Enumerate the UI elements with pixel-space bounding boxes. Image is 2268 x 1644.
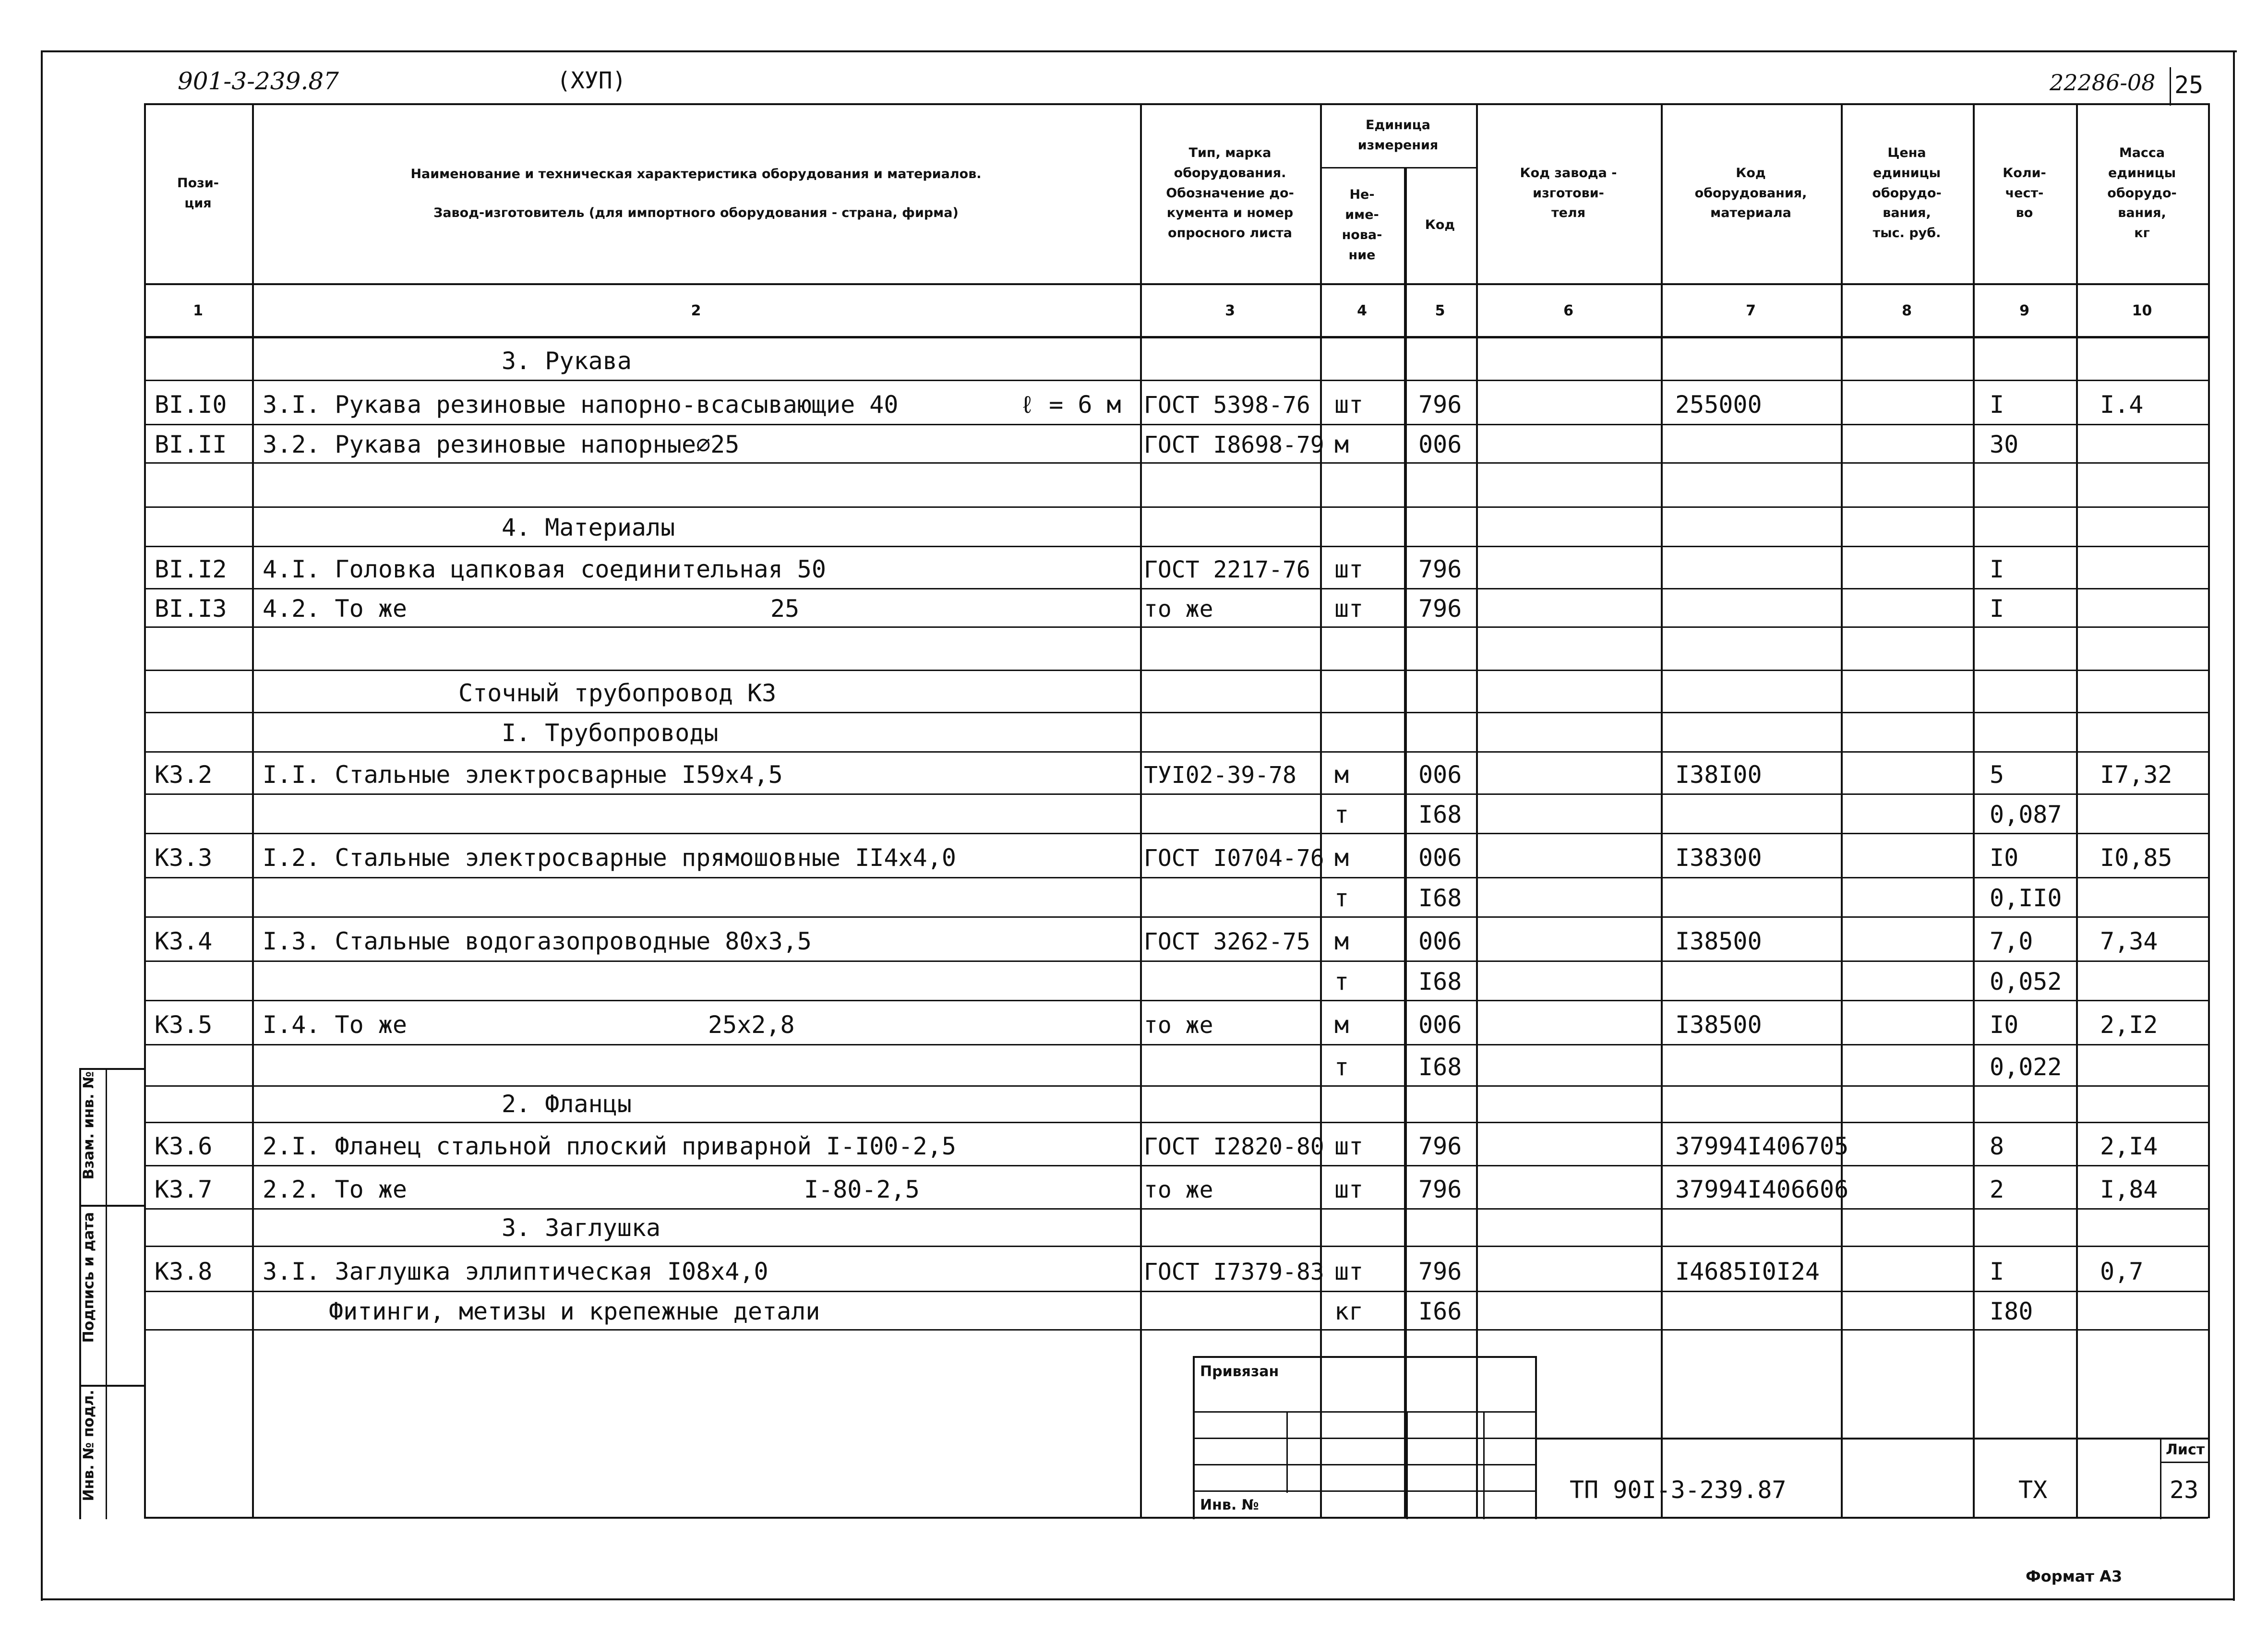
unit-code: I68 — [1418, 968, 1462, 996]
item-name: 4.2. То же — [263, 595, 408, 623]
section-title: 3. Заглушка — [502, 1214, 661, 1242]
stamp-grid-v3 — [1483, 1411, 1485, 1519]
position-code: BI.I0 — [155, 391, 227, 419]
unit-mass: 2,I2 — [2100, 1011, 2158, 1039]
item-name: 3.I. Заглушка эллиптическая I08х4,0 — [263, 1258, 768, 1285]
document-code: ГОСТ I8698-79 — [1144, 432, 1324, 458]
quantity: 0,087 — [1990, 801, 2062, 828]
quantity: I0 — [1990, 1011, 2019, 1039]
column-header-7: Код оборудования, материала — [1694, 165, 1807, 221]
item-name: I.I. Стальные электросварные I59х4,5 — [263, 761, 783, 789]
column-number-3: 3 — [1225, 302, 1235, 319]
document-code: ТУI02-39-78 — [1144, 762, 1296, 789]
quantity: 5 — [1990, 761, 2004, 789]
document-code: ГОСТ 2217-76 — [1144, 556, 1310, 583]
side-strip-mid — [106, 1068, 107, 1519]
quantity: 0,022 — [1990, 1053, 2062, 1081]
material-code: I38300 — [1675, 844, 1762, 872]
table-row — [144, 381, 2208, 425]
table-row — [144, 627, 2208, 671]
format-label: Формат А3 — [2026, 1567, 2123, 1585]
unit-name: шт — [1334, 1132, 1364, 1160]
table-right-line — [2208, 103, 2210, 1518]
table-row — [144, 425, 2208, 463]
section-code: (ХУП) — [557, 67, 626, 94]
unit-name: кг — [1334, 1297, 1364, 1325]
table-row — [144, 463, 2208, 507]
table-row — [144, 1123, 2208, 1166]
section-title: I. Трубопроводы — [502, 719, 719, 747]
column-header-4: Не- име- нова- ние — [1342, 187, 1382, 263]
side-label-sign-date: Подпись и дата — [80, 1212, 97, 1343]
unit-code: I66 — [1418, 1297, 1462, 1325]
unit-code: I68 — [1418, 1053, 1462, 1081]
side-label-replace: Взам. инв. № — [80, 1071, 97, 1180]
unit-group-header: Единица измерения — [1357, 117, 1439, 153]
unit-name: м — [1334, 1011, 1349, 1039]
quantity: I80 — [1990, 1297, 2033, 1325]
doc-code-left: 901-3-239.87 — [178, 67, 339, 95]
material-code: 255000 — [1675, 391, 1762, 419]
unit-code: 006 — [1418, 431, 1462, 458]
unit-mass: 0,7 — [2100, 1258, 2144, 1285]
unit-code: 796 — [1418, 595, 1462, 623]
item-name: I.2. Стальные электросварные прямошовные II4х4,0 — [263, 844, 956, 872]
column-header-1: Пози- ция — [177, 175, 219, 211]
table-row — [144, 547, 2208, 589]
table-bottom-line — [144, 1517, 2208, 1519]
position-code: К3.4 — [155, 927, 213, 955]
unit-code: 796 — [1418, 1176, 1462, 1203]
position-code: BI.II — [155, 431, 227, 458]
unit-name: м — [1334, 431, 1349, 458]
document-code: ГОСТ 3262-75 — [1144, 928, 1310, 955]
table-row — [144, 1045, 2208, 1086]
column-number-1: 1 — [193, 302, 203, 319]
unit-name: шт — [1334, 391, 1364, 419]
quantity: I — [1990, 391, 2004, 419]
table-row — [144, 794, 2208, 834]
unit-name: т — [1334, 801, 1349, 828]
section-heading-row — [144, 671, 2208, 713]
outer-frame-bottom — [41, 1598, 2234, 1600]
stamp-grid-v1 — [1286, 1411, 1288, 1493]
item-name-extra: ℓ = 6 м — [1020, 391, 1121, 419]
material-code: I4685I0I24 — [1675, 1258, 1820, 1285]
unit-name: шт — [1334, 1258, 1364, 1285]
unit-code: 006 — [1418, 844, 1462, 872]
outer-frame-right — [2233, 50, 2235, 1601]
stamp-main-top — [1536, 1438, 2208, 1440]
unit-mass: I0,85 — [2100, 844, 2172, 872]
unit-mass: I7,32 — [2100, 761, 2172, 789]
unit-code: 006 — [1418, 927, 1462, 955]
material-code: 37994I406705 — [1675, 1132, 1849, 1160]
table-row — [144, 1292, 2208, 1330]
document-code: ГОСТ I0704-76 — [1144, 845, 1324, 872]
material-code: I38500 — [1675, 927, 1762, 955]
page-number-box-left — [2170, 67, 2171, 106]
stamp-doc-code: ТП 90I-3-239.87 — [1570, 1476, 1787, 1504]
material-code: I38500 — [1675, 1011, 1762, 1039]
outer-frame-top — [41, 50, 2237, 52]
position-code: К3.2 — [155, 761, 213, 789]
column-header-3: Тип, марка оборудования. Обозначение до- кумента и номер опросного листа — [1166, 145, 1294, 241]
doc-code-right: 22286-08 — [2050, 70, 2156, 96]
position-code: BI.I3 — [155, 595, 227, 623]
section-title: 2. Фланцы — [502, 1090, 632, 1118]
item-name-extra: I-80-2,5 — [804, 1176, 920, 1203]
side-strip-div1 — [79, 1205, 144, 1207]
page-number-top: 25 — [2174, 71, 2204, 99]
quantity: I — [1990, 1258, 2004, 1285]
item-name-extra: 25х2,8 — [708, 1011, 795, 1039]
unit-name: шт — [1334, 555, 1364, 583]
stamp-bound-top — [1193, 1356, 1536, 1358]
table-row — [144, 917, 2208, 961]
unit-mass: I,84 — [2100, 1176, 2158, 1203]
column-header-6: Код завода - изготови- теля — [1520, 165, 1617, 221]
unit-name: шт — [1334, 595, 1364, 623]
table-row — [144, 1247, 2208, 1292]
side-strip-div2 — [79, 1385, 144, 1387]
unit-code: 796 — [1418, 1258, 1462, 1285]
document-code: то же — [1144, 1012, 1213, 1039]
column-number-10: 10 — [2132, 302, 2152, 319]
item-name: I.3. Стальные водогазопроводные 80х3,5 — [263, 927, 812, 955]
quantity: 0,II0 — [1990, 884, 2062, 912]
column-header-10: Масса единицы оборудо- вания, кг — [2107, 145, 2177, 241]
table-row — [144, 1001, 2208, 1045]
quantity: I — [1990, 555, 2004, 583]
stamp-sheet-label: Лист — [2166, 1441, 2205, 1458]
position-code: К3.7 — [155, 1176, 213, 1203]
position-code: К3.6 — [155, 1132, 213, 1160]
item-name-extra: 25 — [770, 595, 800, 623]
section-heading-row — [144, 1086, 2208, 1123]
unit-name: т — [1334, 968, 1349, 996]
unit-code: 796 — [1418, 555, 1462, 583]
stamp-sheet-number: 23 — [2170, 1476, 2199, 1504]
unit-name: т — [1334, 884, 1349, 912]
item-name: 2.2. То же — [263, 1176, 408, 1203]
unit-name: шт — [1334, 1176, 1364, 1203]
document-code: ГОСТ I2820-80 — [1144, 1133, 1324, 1160]
side-strip-top — [79, 1068, 144, 1070]
outer-frame-left — [41, 50, 43, 1601]
position-code: К3.5 — [155, 1011, 213, 1039]
item-name: 4.I. Головка цапковая соединительная 50 — [263, 555, 826, 583]
unit-mass: I.4 — [2100, 391, 2144, 419]
section-heading-row — [144, 507, 2208, 547]
table-row — [144, 752, 2208, 794]
section-heading-row — [144, 338, 2208, 381]
column-number-9: 9 — [2019, 302, 2029, 319]
section-title: 3. Рукава — [502, 347, 632, 375]
side-label-inv-no: Инв. № подл. — [80, 1390, 97, 1501]
stamp-grid-v2 — [1406, 1411, 1408, 1519]
unit-code: 006 — [1418, 761, 1462, 789]
quantity: 2 — [1990, 1176, 2004, 1203]
column-header-2: Наименование и техническая характеристика оборудования и материалов. Завод-изготовитель (для импортного оборудования - страна, фирма) — [410, 166, 982, 220]
row-line — [144, 1329, 2208, 1331]
quantity: 7,0 — [1990, 927, 2033, 955]
document-code: то же — [1144, 596, 1213, 623]
column-number-5: 5 — [1435, 302, 1445, 319]
unit-code: I68 — [1418, 801, 1462, 828]
item-name: 3.2. Рукава резиновые напорные⌀25 — [263, 431, 740, 458]
material-code: 37994I406606 — [1675, 1176, 1849, 1203]
column-number-8: 8 — [1902, 302, 1912, 319]
position-code: К3.8 — [155, 1258, 213, 1285]
column-header-8: Цена единицы оборудо- вания, тыс. руб. — [1872, 145, 1942, 241]
table-row — [144, 589, 2208, 627]
item-name: 2.I. Фланец стальной плоский приварной I-I00-2,5 — [263, 1132, 956, 1160]
unit-code: 796 — [1418, 1132, 1462, 1160]
material-code: I38I00 — [1675, 761, 1762, 789]
stamp-bound-label: Привязан — [1200, 1363, 1279, 1380]
unit-name: м — [1334, 927, 1349, 955]
quantity: 0,052 — [1990, 968, 2062, 996]
section-title: Сточный трубопровод К3 — [458, 679, 777, 707]
unit-name: м — [1334, 761, 1349, 789]
unit-mass: 7,34 — [2100, 927, 2158, 955]
stamp-inv-label: Инв. № — [1200, 1497, 1259, 1513]
position-code: К3.3 — [155, 844, 213, 872]
section-heading-row — [144, 1209, 2208, 1247]
position-code: BI.I2 — [155, 555, 227, 583]
table-row — [144, 878, 2208, 917]
column-number-7: 7 — [1746, 302, 1756, 319]
item-name: Фитинги, метизы и крепежные детали — [329, 1297, 820, 1325]
column-number-6: 6 — [1563, 302, 1573, 319]
quantity: I — [1990, 595, 2004, 623]
unit-code: 796 — [1418, 391, 1462, 419]
document-code: ГОСТ 5398-76 — [1144, 392, 1310, 419]
item-name: I.4. То же — [263, 1011, 408, 1039]
section-title: 4. Материалы — [502, 514, 675, 541]
document-code: ГОСТ I7379-83 — [1144, 1259, 1324, 1285]
table-row — [144, 834, 2208, 878]
column-number-4: 4 — [1357, 302, 1367, 319]
unit-code: 006 — [1418, 1011, 1462, 1039]
quantity: 30 — [1990, 431, 2019, 458]
stamp-mark: ТХ — [2018, 1476, 2048, 1504]
item-name: 3.I. Рукава резиновые напорно-всасывающие 40 — [263, 391, 899, 419]
unit-mass: 2,I4 — [2100, 1132, 2158, 1160]
column-header-5: Код — [1425, 217, 1455, 233]
quantity: 8 — [1990, 1132, 2004, 1160]
quantity: I0 — [1990, 844, 2019, 872]
column-header-9: Коли- чест- во — [2003, 165, 2046, 221]
stamp-sheet-left — [2160, 1438, 2161, 1519]
section-heading-row — [144, 713, 2208, 752]
document-code: то же — [1144, 1176, 1213, 1203]
unit-name: т — [1334, 1053, 1349, 1081]
table-row — [144, 961, 2208, 1001]
unit-code: I68 — [1418, 884, 1462, 912]
stamp-sheet-mid — [2160, 1462, 2208, 1463]
unit-name: м — [1334, 844, 1349, 872]
column-number-2: 2 — [691, 302, 701, 319]
table-row — [144, 1166, 2208, 1209]
